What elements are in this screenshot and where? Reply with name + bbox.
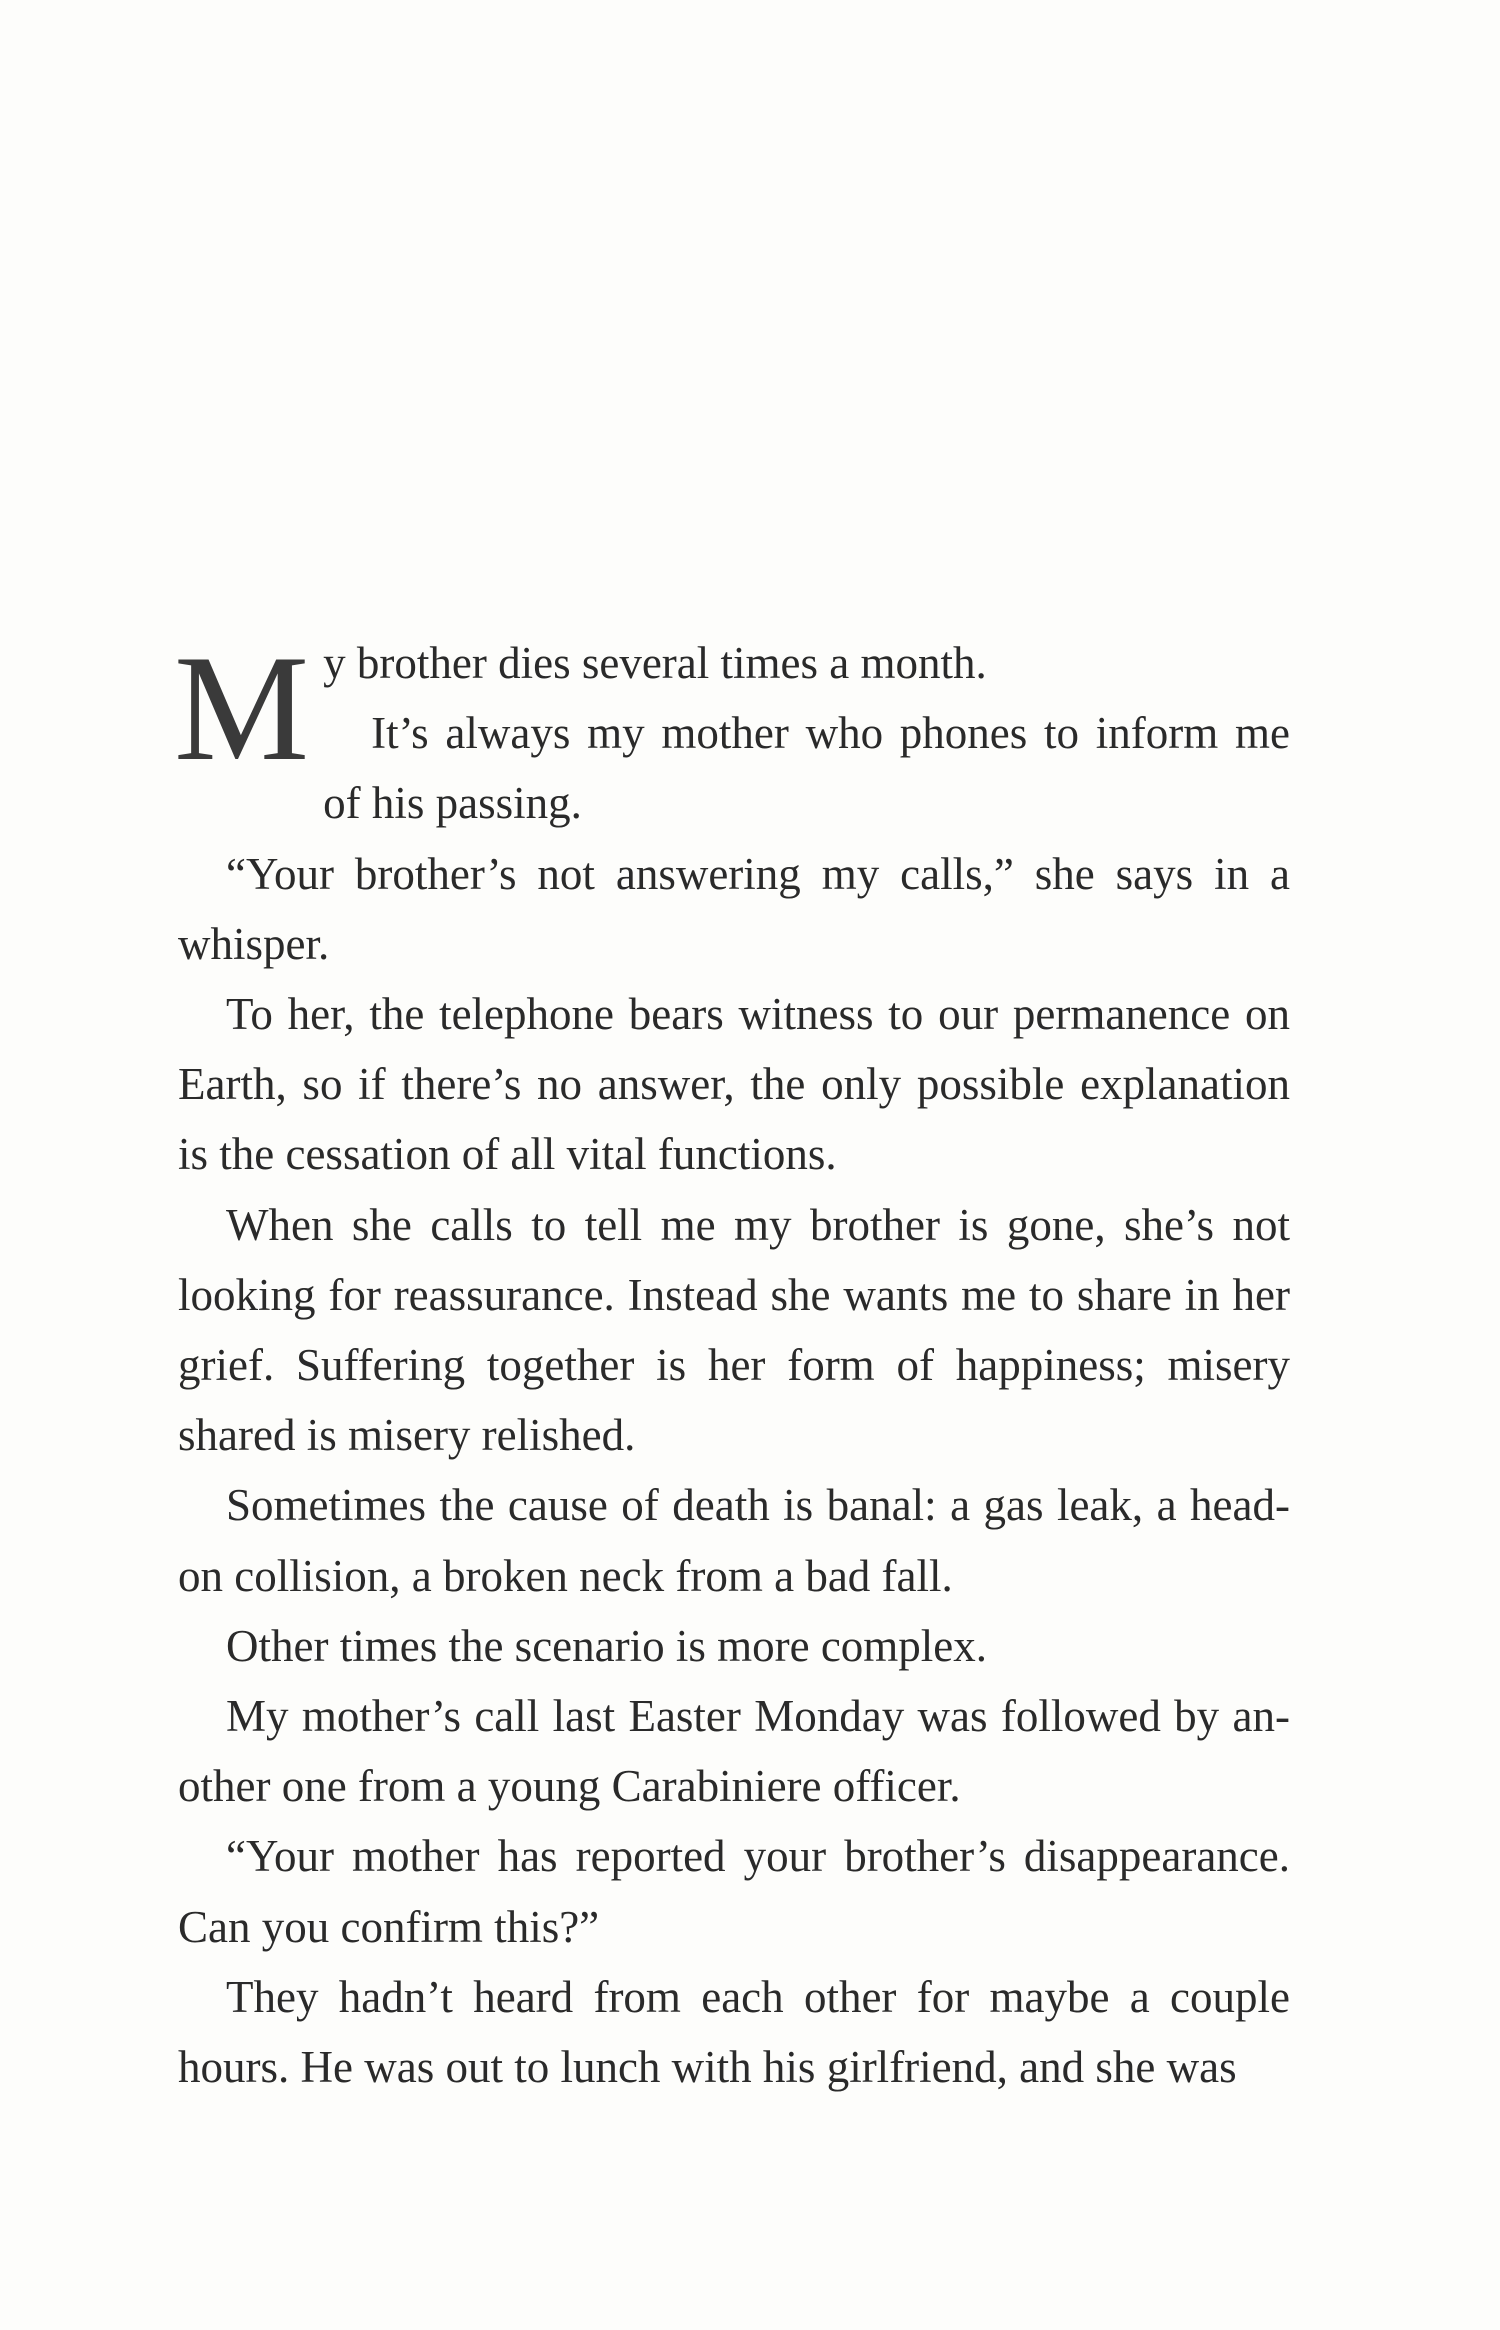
paragraph: It’s always my mother who phones to inform me of his passing. [323, 708, 1290, 829]
opening-line: y brother dies several times a month. [323, 638, 987, 688]
paragraph: Other times the scenario is more complex. [226, 1620, 988, 1671]
paragraph: Sometimes the cause of death is banal: a gas leak, a head-on collision, a broken neck from a bad fall. [178, 1480, 1290, 1601]
paragraph: “Your mother has reported your brother’s disappearance. Can you confirm this?” [178, 1831, 1290, 1952]
paragraph: “Your brother’s not answering my calls,” she says in a whisper. [178, 848, 1290, 969]
paragraph: When she calls to tell me my brother is gone, she’s not looking for reassurance. Instead she wants me to share in her grief. Suffering together is her form of happiness; misery shared is misery relished. [178, 1199, 1290, 1461]
drop-cap: M [174, 624, 310, 792]
body-text [174, 624, 1290, 2102]
paragraph: My mother’s call last Easter Monday was followed by another one from a young Carabiniere officer. [178, 1691, 1290, 1812]
paragraph: To her, the telephone bears witness to our permanence on Earth, so if there’s no answer, the only possible explanation is the cessation of all vital functions. [178, 989, 1290, 1180]
paragraph: They hadn’t heard from each other for maybe a couple hours. He was out to lunch with his girlfriend, and she was [178, 1971, 1290, 2093]
